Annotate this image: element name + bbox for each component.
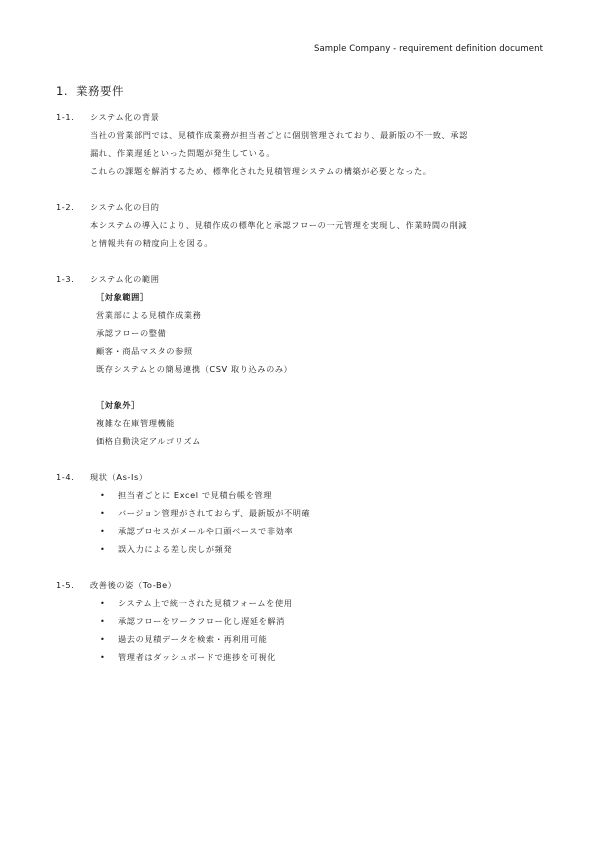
section-number: 1-2. bbox=[56, 202, 75, 212]
bullet-item bbox=[100, 594, 546, 612]
chapter-heading bbox=[56, 83, 124, 99]
section-heading bbox=[56, 198, 546, 216]
section-paragraph bbox=[90, 216, 546, 252]
paragraph-line: 漏れ、作業遅延といった問題が発生している。 bbox=[90, 148, 276, 158]
bullet-item bbox=[100, 504, 546, 522]
document-header: Sample Company - requirement definition document bbox=[313, 44, 543, 54]
paragraph-line: 当社の営業部門では、見積作成業務が担当者ごとに個別管理されており、最新版の不一致、承認 bbox=[90, 130, 468, 140]
out-scope-label: ［対象外］ bbox=[96, 400, 140, 410]
bullet-text: バージョン管理がされておらず、最新版が不明確 bbox=[118, 508, 311, 518]
in-scope-label: ［対象範囲］ bbox=[96, 292, 149, 302]
out-scope-item: 価格自動決定アルゴリズム bbox=[96, 436, 201, 446]
section-title: システム化の範囲 bbox=[90, 274, 160, 284]
section-title: 現状（As-Is） bbox=[90, 472, 148, 482]
scope-item: 既存システムとの簡易連携（CSV 取り込みのみ） bbox=[96, 364, 293, 374]
paragraph-line: これらの課題を解消するため、標準化された見積管理システムの構築が必要となった。 bbox=[90, 166, 432, 176]
section-heading bbox=[56, 270, 546, 288]
section-purpose bbox=[56, 198, 546, 252]
section-heading bbox=[56, 108, 546, 126]
section-title: 改善後の姿（To-Be） bbox=[90, 580, 177, 590]
section-heading bbox=[56, 576, 546, 594]
bullet-icon: • bbox=[100, 616, 106, 626]
bullet-icon: • bbox=[100, 652, 106, 662]
section-paragraph bbox=[90, 126, 546, 180]
bullet-item bbox=[100, 630, 546, 648]
bullet-text: 管理者はダッシュボードで進捗を可視化 bbox=[118, 652, 277, 662]
section-scope bbox=[56, 270, 546, 450]
bullet-icon: • bbox=[100, 544, 106, 554]
bullet-item bbox=[100, 612, 546, 630]
bullet-item bbox=[100, 486, 546, 504]
bullet-item bbox=[100, 540, 546, 558]
section-background bbox=[56, 108, 546, 180]
bullet-icon: • bbox=[100, 526, 106, 536]
section-number: 1-3. bbox=[56, 274, 75, 284]
bullet-icon: • bbox=[100, 490, 106, 500]
chapter-number: 1. bbox=[56, 84, 68, 98]
scope-item: 営業部による見積作成業務 bbox=[96, 310, 202, 320]
scope-item: 承認フローの整備 bbox=[96, 328, 167, 338]
bullet-text: 過去の見積データを検索・再利用可能 bbox=[118, 634, 268, 644]
bullet-text: 承認プロセスがメールや口頭ベースで非効率 bbox=[118, 526, 294, 536]
chapter-title: 業務要件 bbox=[76, 84, 124, 98]
paragraph-line: 本システムの導入により、見積作成の標準化と承認フローの一元管理を実現し、作業時間の削減 bbox=[90, 220, 468, 230]
bullet-text: 誤入力による差し戻しが頻発 bbox=[118, 544, 233, 554]
bullet-text: 担当者ごとに Excel で見積台帳を管理 bbox=[118, 490, 273, 500]
out-scope-item: 複雑な在庫管理機能 bbox=[96, 418, 176, 428]
section-number: 1-4. bbox=[56, 472, 75, 482]
spacer bbox=[56, 378, 546, 396]
scope-item: 顧客・商品マスタの参照 bbox=[96, 346, 193, 356]
section-as-is bbox=[56, 468, 546, 558]
bullet-text: システム上で統一された見積フォームを使用 bbox=[118, 598, 293, 608]
paragraph-line: と情報共有の精度向上を図る。 bbox=[90, 238, 214, 248]
bullet-item bbox=[100, 522, 546, 540]
bullet-icon: • bbox=[100, 508, 106, 518]
section-title: システム化の目的 bbox=[90, 202, 160, 212]
section-number: 1-1. bbox=[56, 112, 75, 122]
section-number: 1-5. bbox=[56, 580, 75, 590]
section-title: システム化の背景 bbox=[90, 112, 160, 122]
bullet-item bbox=[100, 648, 546, 666]
bullet-text: 承認フローをワークフロー化し遅延を解消 bbox=[118, 616, 285, 626]
bullet-icon: • bbox=[100, 598, 106, 608]
bullet-icon: • bbox=[100, 634, 106, 644]
section-heading bbox=[56, 468, 546, 486]
section-to-be bbox=[56, 576, 546, 666]
